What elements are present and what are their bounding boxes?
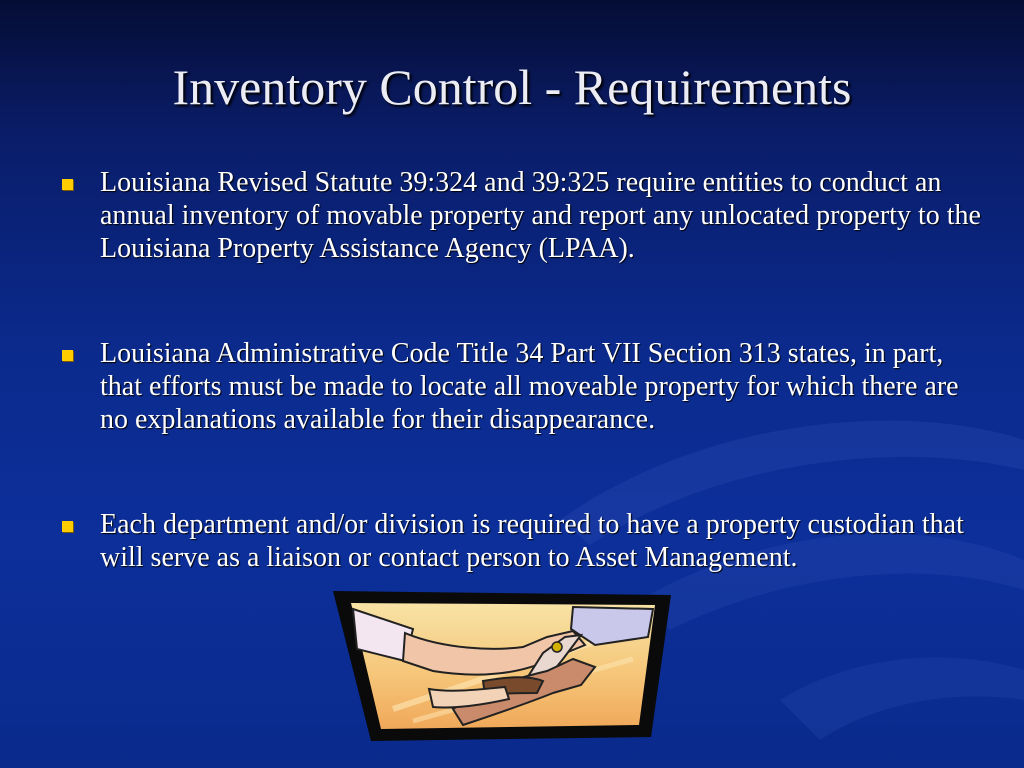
square-bullet-icon xyxy=(62,179,73,190)
bullet-text: Louisiana Administrative Code Title 34 Part VII Section 313 states, in part, that efforts must be made to locate all moveable property for which there are no explanations available for their disappearance. xyxy=(100,338,959,435)
joined-hands-clipart-icon xyxy=(333,589,673,741)
bullet-text: Louisiana Revised Statute 39:324 and 39:325 require entities to conduct an annual inventory of movable property and report any unlocated property to the Louisiana Property Assistance Agency (LPAA). xyxy=(100,167,981,264)
square-bullet-icon xyxy=(62,521,73,532)
slide-title: Inventory Control - Requirements xyxy=(172,59,852,115)
square-bullet-icon xyxy=(62,350,73,361)
bullet-text: Each department and/or division is required to have a property custodian that will serve as a liaison or contact person to Asset Management. xyxy=(100,509,964,573)
